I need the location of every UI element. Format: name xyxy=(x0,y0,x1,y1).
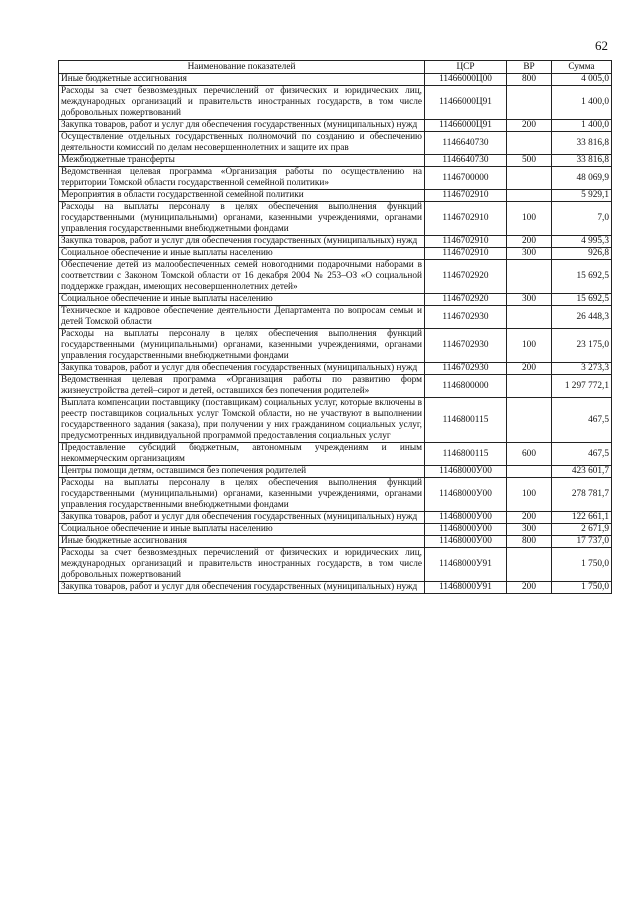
row-sum: 4 995,3 xyxy=(552,236,612,248)
row-vr: 500 xyxy=(507,155,552,167)
row-csr: 11466000Ц91 xyxy=(425,120,507,132)
table-row xyxy=(59,466,612,478)
row-name: Расходы на выплаты персоналу в целях обеспечения выполнения функций государственными (муниципальными) органами, казенными учреждениями, органами управления государственными внебюджетными фондами xyxy=(59,478,425,512)
row-csr: 1146702930 xyxy=(425,363,507,375)
row-vr xyxy=(507,466,552,478)
row-csr: 1146800115 xyxy=(425,443,507,466)
row-name: Техническое и кадровое обеспечение деятельности Департамента по вопросам семьи и детей Томской области xyxy=(59,306,425,329)
row-vr: 100 xyxy=(507,202,552,236)
table-row xyxy=(59,294,612,306)
row-csr: 11466000Ц91 xyxy=(425,86,507,120)
row-name: Выплата компенсации поставщику (поставщикам) социальных услуг, которые включены в реестр поставщиков социальных услуг Томской области, но не участвуют в выполнении государственного задания (заказа), при получении у них гражданином социальных услуг, предусмотренных индивидуальной программой предоставления социальных услуг xyxy=(59,398,425,443)
row-csr: 11468000У00 xyxy=(425,524,507,536)
row-csr: 11468000У00 xyxy=(425,478,507,512)
row-vr: 200 xyxy=(507,120,552,132)
row-name: Закупка товаров, работ и услуг для обеспечения государственных (муниципальных) нужд xyxy=(59,582,425,594)
table-row xyxy=(59,512,612,524)
row-sum: 5 929,1 xyxy=(552,190,612,202)
row-csr: 1146702930 xyxy=(425,306,507,329)
row-sum: 1 400,0 xyxy=(552,120,612,132)
row-vr: 300 xyxy=(507,524,552,536)
row-sum: 7,0 xyxy=(552,202,612,236)
row-sum: 1 750,0 xyxy=(552,582,612,594)
row-vr: 100 xyxy=(507,478,552,512)
row-csr: 1146702910 xyxy=(425,248,507,260)
row-name: Социальное обеспечение и иные выплаты населению xyxy=(59,248,425,260)
table-row xyxy=(59,190,612,202)
row-vr xyxy=(507,132,552,155)
row-sum: 423 601,7 xyxy=(552,466,612,478)
row-name: Закупка товаров, работ и услуг для обеспечения государственных (муниципальных) нужд xyxy=(59,236,425,248)
row-name: Расходы на выплаты персоналу в целях обеспечения выполнения функций государственными (муниципальными) органами, казенными учреждениями, органами управления государственными внебюджетными фондами xyxy=(59,202,425,236)
row-name: Иные бюджетные ассигнования xyxy=(59,74,425,86)
row-sum: 2 671,9 xyxy=(552,524,612,536)
table-row xyxy=(59,536,612,548)
row-csr: 1146702920 xyxy=(425,260,507,294)
row-name: Закупка товаров, работ и услуг для обеспечения государственных (муниципальных) нужд xyxy=(59,363,425,375)
table-row xyxy=(59,155,612,167)
row-vr xyxy=(507,398,552,443)
row-name: Закупка товаров, работ и услуг для обеспечения государственных (муниципальных) нужд xyxy=(59,512,425,524)
row-csr: 11468000У00 xyxy=(425,466,507,478)
row-csr: 1146702910 xyxy=(425,236,507,248)
row-name: Осуществление отдельных государственных полномочий по созданию и обеспечению деятельности комиссий по делам несовершеннолетних и защите их прав xyxy=(59,132,425,155)
row-csr: 11466000Ц00 xyxy=(425,74,507,86)
row-csr: 1146800115 xyxy=(425,398,507,443)
row-csr: 11468000У91 xyxy=(425,548,507,582)
row-sum: 15 692,5 xyxy=(552,294,612,306)
table-row xyxy=(59,524,612,536)
row-vr: 800 xyxy=(507,74,552,86)
row-csr: 1146640730 xyxy=(425,132,507,155)
row-name: Социальное обеспечение и иные выплаты населению xyxy=(59,294,425,306)
row-vr: 200 xyxy=(507,236,552,248)
row-sum: 33 816,8 xyxy=(552,155,612,167)
table-row xyxy=(59,443,612,466)
row-vr xyxy=(507,190,552,202)
row-sum: 26 448,3 xyxy=(552,306,612,329)
row-csr: 1146700000 xyxy=(425,167,507,190)
table-row xyxy=(59,260,612,294)
row-sum: 17 737,0 xyxy=(552,536,612,548)
row-name: Мероприятия в области государственной семейной политики xyxy=(59,190,425,202)
row-vr xyxy=(507,260,552,294)
row-name: Предоставление субсидий бюджетным, автономным учреждениям и иным некоммерческим организациям xyxy=(59,443,425,466)
table-row xyxy=(59,132,612,155)
row-vr: 600 xyxy=(507,443,552,466)
row-vr: 200 xyxy=(507,363,552,375)
budget-table xyxy=(58,60,612,594)
row-name: Ведомственная целевая программа «Организация работы по осуществлению на территории Томской области государственной семейной политики» xyxy=(59,167,425,190)
row-sum: 48 069,9 xyxy=(552,167,612,190)
row-csr: 1146702910 xyxy=(425,190,507,202)
row-csr: 1146702910 xyxy=(425,202,507,236)
row-sum: 4 005,0 xyxy=(552,74,612,86)
row-vr xyxy=(507,86,552,120)
row-sum: 3 273,3 xyxy=(552,363,612,375)
table-row xyxy=(59,398,612,443)
table-row xyxy=(59,478,612,512)
table-header-row xyxy=(59,61,612,74)
row-csr: 1146640730 xyxy=(425,155,507,167)
column-header-sum: Сумма xyxy=(552,61,612,74)
table-row xyxy=(59,236,612,248)
table-row xyxy=(59,74,612,86)
table-row xyxy=(59,306,612,329)
table-row xyxy=(59,248,612,260)
row-csr: 11468000У00 xyxy=(425,512,507,524)
row-sum: 926,8 xyxy=(552,248,612,260)
row-csr: 11468000У00 xyxy=(425,536,507,548)
row-sum: 23 175,0 xyxy=(552,329,612,363)
row-vr: 300 xyxy=(507,248,552,260)
row-sum: 1 750,0 xyxy=(552,548,612,582)
row-sum: 278 781,7 xyxy=(552,478,612,512)
row-name: Иные бюджетные ассигнования xyxy=(59,536,425,548)
row-name: Закупка товаров, работ и услуг для обеспечения государственных (муниципальных) нужд xyxy=(59,120,425,132)
column-header-csr: ЦСР xyxy=(425,61,507,74)
row-sum: 1 297 772,1 xyxy=(552,375,612,398)
row-csr: 1146702920 xyxy=(425,294,507,306)
row-name: Ведомственная целевая программа «Организация работы по развитию форм жизнеустройства детей–сирот и детей, оставшихся без попечения родителей» xyxy=(59,375,425,398)
table-row xyxy=(59,167,612,190)
row-name: Социальное обеспечение и иные выплаты населению xyxy=(59,524,425,536)
table-row xyxy=(59,363,612,375)
table-row xyxy=(59,329,612,363)
row-vr: 800 xyxy=(507,536,552,548)
column-header-name: Наименование показателей xyxy=(59,61,425,74)
row-csr: 1146702930 xyxy=(425,329,507,363)
table-row xyxy=(59,548,612,582)
row-name: Расходы на выплаты персоналу в целях обеспечения выполнения функций государственными (муниципальными) органами, казенными учреждениями, органами управления государственными внебюджетными фондами xyxy=(59,329,425,363)
row-vr xyxy=(507,548,552,582)
row-name: Межбюджетные трансферты xyxy=(59,155,425,167)
row-name: Расходы за счет безвозмездных перечислений от физических и юридических лиц, международных организаций и правительств иностранных государств, в том числе добровольных пожертвований xyxy=(59,548,425,582)
row-vr: 200 xyxy=(507,512,552,524)
row-sum: 122 661,1 xyxy=(552,512,612,524)
column-header-vr: ВР xyxy=(507,61,552,74)
row-csr: 11468000У91 xyxy=(425,582,507,594)
table-row xyxy=(59,120,612,132)
row-vr: 300 xyxy=(507,294,552,306)
table-row xyxy=(59,582,612,594)
table-row xyxy=(59,86,612,120)
table-row xyxy=(59,202,612,236)
row-name: Расходы за счет безвозмездных перечислений от физических и юридических лиц, международных организаций и правительств иностранных государств, в том числе добровольных пожертвований xyxy=(59,86,425,120)
row-sum: 33 816,8 xyxy=(552,132,612,155)
row-name: Обеспечение детей из малообеспеченных семей новогодними подарочными наборами в соответствии с Законом Томской области от 16 декабря 2004 № 253–ОЗ «О социальной поддержке граждан, имеющих несовершеннолетних детей» xyxy=(59,260,425,294)
row-csr: 1146800000 xyxy=(425,375,507,398)
row-sum: 467,5 xyxy=(552,398,612,443)
row-vr xyxy=(507,375,552,398)
page-number: 62 xyxy=(595,38,608,53)
row-vr: 200 xyxy=(507,582,552,594)
row-vr xyxy=(507,306,552,329)
row-sum: 467,5 xyxy=(552,443,612,466)
row-sum: 1 400,0 xyxy=(552,86,612,120)
row-sum: 15 692,5 xyxy=(552,260,612,294)
table-row xyxy=(59,375,612,398)
row-vr xyxy=(507,167,552,190)
row-name: Центры помощи детям, оставшимся без попечения родителей xyxy=(59,466,425,478)
row-vr: 100 xyxy=(507,329,552,363)
